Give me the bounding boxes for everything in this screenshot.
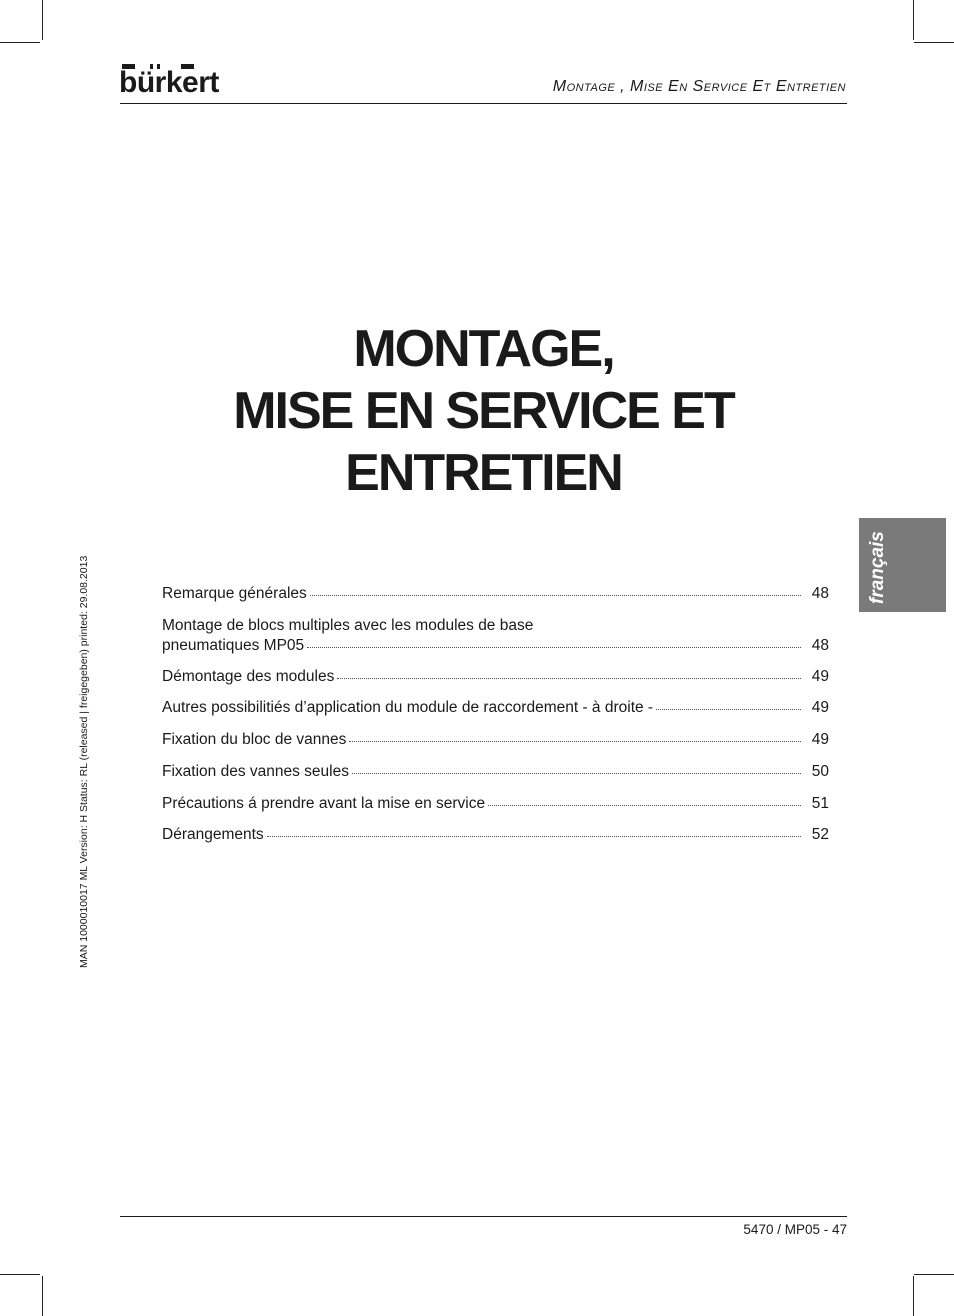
- toc-entry[interactable]: [162, 698, 829, 718]
- toc-entry[interactable]: [162, 825, 829, 845]
- toc-leader: [349, 741, 801, 742]
- crop-mark: [42, 1276, 43, 1316]
- toc-entry-title: Fixation du bloc de vannes: [162, 731, 347, 748]
- toc-leader: [656, 709, 801, 710]
- toc-entry-title: Autres possibilitiés d’application du module de raccordement - à droite -: [162, 699, 654, 716]
- crop-mark: [913, 0, 914, 40]
- toc-entry-page: 49: [811, 668, 829, 685]
- toc-entry[interactable]: [162, 584, 829, 604]
- toc-entry[interactable]: [162, 794, 829, 814]
- crop-mark: [0, 42, 40, 43]
- crop-mark: [0, 1274, 40, 1275]
- toc-entry-title: Remarque générales: [162, 585, 307, 602]
- toc-entry-page: 50: [811, 763, 829, 780]
- toc-entry-title: pneumatiques MP05: [162, 637, 305, 654]
- toc-leader: [310, 595, 801, 596]
- page-title: [120, 318, 847, 504]
- toc-entry-title: Fixation des vannes seules: [162, 763, 349, 780]
- page-title-line: MONTAGE,: [353, 320, 614, 378]
- page-number: 5470 / MP05 - 47: [743, 1222, 847, 1237]
- crop-mark: [914, 1274, 954, 1275]
- toc-entry[interactable]: [162, 762, 829, 782]
- toc-entry-page: 52: [811, 826, 829, 843]
- toc-entry[interactable]: [162, 730, 829, 750]
- toc-entry-page: 49: [811, 699, 829, 716]
- toc-entry-title: Démontage des modules: [162, 668, 335, 685]
- toc-leader: [337, 678, 801, 679]
- toc-entry-page: 49: [811, 731, 829, 748]
- page-title-line: MISE EN SERVICE ET: [233, 382, 734, 440]
- toc-entry-title: Dérangements: [162, 826, 264, 843]
- crop-mark: [914, 42, 954, 43]
- logo-text: bürkert: [119, 66, 219, 99]
- burkert-logo: [120, 64, 228, 98]
- toc-leader: [267, 836, 801, 837]
- language-tab: [859, 518, 946, 612]
- crop-mark: [42, 0, 43, 40]
- toc-leader: [488, 805, 801, 806]
- toc-entry-page: 51: [811, 795, 829, 812]
- toc-entry[interactable]: [162, 667, 829, 687]
- toc-leader: [307, 647, 801, 648]
- header-title: Montage , Mise En Service Et Entretien: [552, 78, 846, 95]
- language-tab-label: français: [867, 531, 888, 604]
- footer-rule: [120, 1216, 847, 1217]
- document-meta-vertical: MAN 1000010017 ML Version: H Status: RL (released | freigegeben) printed: 29.08.2013: [78, 555, 90, 968]
- toc-entry-title: Montage de blocs multiples avec les modules de base: [162, 617, 534, 634]
- page-title-line: ENTRETIEN: [345, 444, 622, 502]
- crop-mark: [913, 1276, 914, 1316]
- toc-entry-title: Précautions á prendre avant la mise en service: [162, 795, 486, 812]
- toc-entry-page: 48: [811, 585, 829, 602]
- toc-entry[interactable]: [162, 616, 829, 656]
- toc-leader: [352, 773, 801, 774]
- toc-entry-page: 48: [811, 637, 829, 654]
- header-rule: [120, 103, 847, 104]
